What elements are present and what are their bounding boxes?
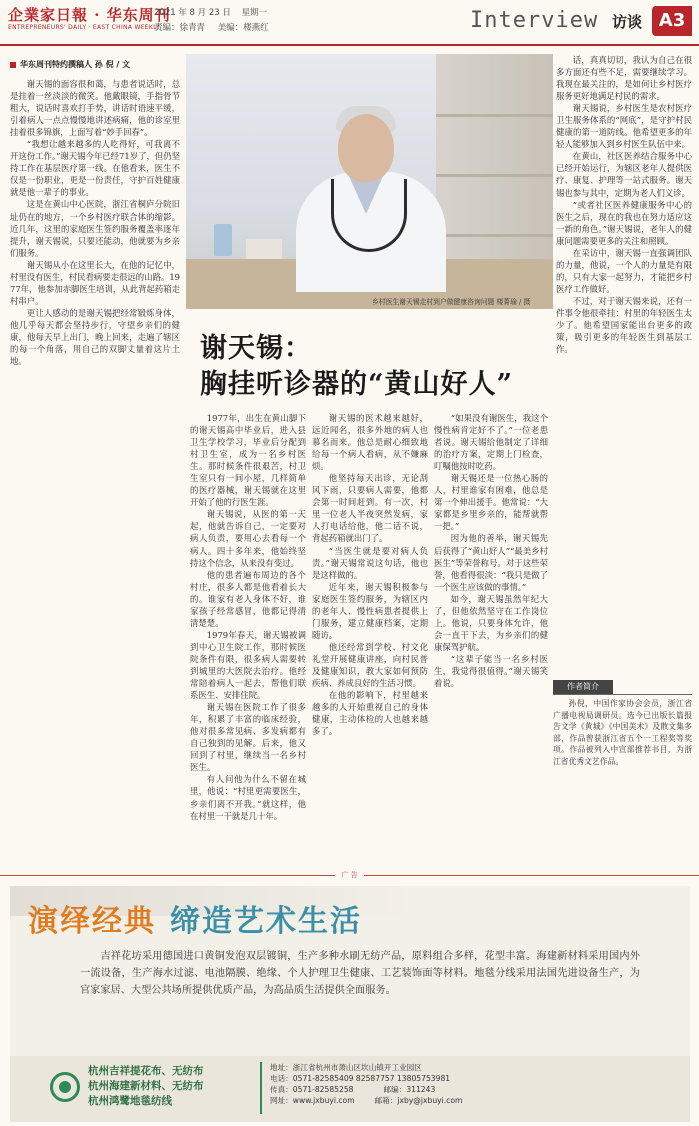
ad-body: 吉祥花坊采用德国进口黄铜发泡双层镀铜，生产多种水刷无纺产品，原料组合多样，花型丰富。海建新材料采用国内外一流设备，生产海水过滤、电池隔膜、绝缘、个人护理卫生健康、工艺装饰面等材料。地毯分线采用法国先进设备生产，为官家家居、大型公共场所提供优质产品，为高品质生活提供全面服务。 — [80, 951, 640, 996]
paragraph: “当医生就是要对病人负责。”谢天锡常说这句话，他也是这样做的。 — [312, 545, 428, 580]
ad-company-3: 杭州鸿鹭地毯纺线 — [88, 1095, 172, 1107]
ad-contact — [270, 1062, 462, 1106]
article-photo — [186, 54, 553, 309]
article-column-2 — [190, 412, 306, 860]
author-box-rule — [553, 694, 692, 695]
paragraph: 更让人感动的是谢天锡把经常锻炼身体，他几乎每天都会坚持步行，守望乡亲们的健康，他每天早上出门，晚上回来，走遍了辖区的每一个角落，用自己的双脚丈量着这片土地。 — [10, 307, 180, 367]
paragraph: “如果没有谢医生，我这个慢性病肯定好不了。”一位老患者说。谢天锡给他制定了详细的治疗方案，定期上门检查，叮嘱他按时吃药。 — [434, 413, 548, 472]
paragraph: 1979年春天，谢天锡被调到中心卫生院工作，那时候医院条件有限，很多病人需要转到城里的大医院去治疗。他经常陪着病人一起去，帮他们联系医生、安排住院。 — [190, 629, 306, 701]
byline — [10, 59, 130, 70]
ad-footer — [10, 1056, 690, 1122]
ad-companies — [88, 1064, 204, 1109]
ad-address: 地址：浙江省杭州市萧山区坎山镇开工业园区 — [270, 1063, 422, 1072]
photo-shelf-line — [436, 114, 553, 117]
paragraph: 他还经常到学校、村文化礼堂开展健康讲座，向村民普及健康知识，教大家如何预防疾病、养成良好的生活习惯。 — [312, 641, 428, 689]
paragraph: 谢天锡说，从医的第一天起，他就告诉自己，一定要对病人负责，要用心去看每一个病人。四十多年来，他始终坚持这个信念，从来没有变过。 — [190, 509, 306, 568]
photo-shelf-line — [436, 174, 553, 177]
paragraph: 不过，对于谢天锡来说，还有一件事令他很牵挂：村里的年轻医生太少了。他希望国家能出台更多的政策，吸引更多的年轻医生到基层工作。 — [556, 295, 692, 355]
ad-telephone: 电话：0571-82585409 82587757 13805753981 — [270, 1074, 451, 1083]
article-column-3 — [312, 412, 428, 860]
photo-cup — [214, 224, 232, 256]
section-title-en: Interview — [470, 8, 599, 33]
company-logo-dot — [59, 1081, 71, 1093]
ad-email[interactable]: 邮箱：jxby@jxbuyi.com — [374, 1096, 463, 1105]
photo-doctor-head — [338, 114, 394, 182]
paragraph: “我想让越来越多的人吃得好，可我离不开这份工作。”谢天锡今年已经71岁了，但仍坚持工作在基层医疗第一线。在他看来，医生不仅是一份职业，更是一份责任，守护百姓健康就是他一辈子的事业。 — [10, 139, 180, 198]
masthead — [0, 0, 699, 46]
photo-box — [246, 239, 282, 259]
paragraph: 他的患者遍布周边的各个村庄，很多人都是他看着长大的。谁家有老人身体不好，谁家孩子经常感冒，他都记得清清楚楚。 — [190, 569, 306, 628]
editor-info — [154, 21, 279, 33]
ad-web — [270, 1095, 462, 1106]
issue-date: 2021 年 8 月 23 日 — [154, 8, 231, 18]
author-box-title: 作者简介 — [553, 680, 613, 694]
paragraph: 在黄山，社区医养结合服务中心已经开始运行，为辖区老年人提供医疗、康复、护理等一站式服务。谢天锡也参与其中，定期为老人们义诊。 — [556, 151, 692, 198]
stethoscope-icon — [331, 179, 407, 252]
author-box-body: 孙倪，中国作家协会会员，浙江省广播电视局调研员。选今已出版长篇报告文学《黄城》《中国美术》及散文集多部，作品曾获浙江省五个一工程奖等奖项。作品被列入中宣部推荐书目，为浙江省优秀文艺作品。 — [553, 699, 692, 766]
ad-label-text: 广 告 — [335, 871, 363, 879]
ad-company-1: 杭州吉祥提花布、无纺布 — [88, 1065, 204, 1077]
ad-box — [10, 886, 690, 1122]
headline-line-1: 谢天锡： — [200, 333, 312, 364]
page-number: A3 — [652, 6, 692, 36]
byline-marker-icon — [10, 62, 16, 68]
paragraph: 在他的影响下，村里越来越多的人开始重视自己的身体健康，主动体检的人也越来越多了。 — [312, 690, 428, 737]
newspaper-logo-sub: ENTREPRENEURS' DAILY · EAST CHINA WEEKLY — [8, 24, 160, 31]
paragraph: 如今，谢天锡虽然年纪大了，但他依然坚守在工作岗位上。他说，只要身体允许，他会一直干下去，为乡亲们的健康保驾护航。 — [434, 593, 548, 652]
ad-label — [0, 870, 699, 880]
paragraph: 这是在黄山中心医院，浙江省桐庐分院旧址仍在的地方，一个乡村医疗联合体的缩影。近几年，这里的家庭医生签约服务覆盖率逐年提升，谢天锡说，只要还能动，他就要为乡亲们服务。 — [10, 199, 180, 258]
paragraph: 话，真真切切，我认为自己在很多方面还有些不足，需要继续学习。我现在最关注的，是如何让乡村医疗服务更好地满足村民的需求。 — [556, 55, 692, 102]
ad-fax-text: 传真：0571-82585258 — [270, 1085, 354, 1094]
paragraph: 谢天锡的面容很和蔼，与患者说话时，总是挂着一丝淡淡的微笑。他戴眼镜，手指骨节粗大，说话时喜欢打手势，讲话时语速平缓，引着病人一点点慢慢地讲述病痛，他的诊室里挂着很多锦旗，上面写着“妙手回春”。 — [10, 79, 180, 138]
photo-caption: 乡村医生谢天锡走村到户做健康咨询问题 楼菁瑜 / 摄 — [372, 298, 531, 306]
photo-shelf-line — [436, 234, 553, 237]
advertisement — [0, 870, 699, 1126]
paragraph: 谢天锡说，乡村医生是农村医疗卫生服务体系的“网底”，是守护村民健康的第一道防线。他希望更多的年轻人能够加入到乡村医生队伍中来。 — [556, 103, 692, 150]
ad-title-part-2: 缔造艺术生活 — [170, 904, 362, 939]
byline-text: 华东周刊特约撰稿人 孙 倪 / 文 — [20, 60, 131, 69]
ad-fax — [270, 1084, 462, 1095]
company-logo-icon — [50, 1072, 80, 1102]
paragraph: 1977年，出生在黄山脚下的谢天锡高中毕业后，进入县卫生学校学习，毕业后分配到村卫生室，成为一名乡村医生。那时候条件很艰苦，村卫生室只有一间小屋，几样简单的医疗器械，谢天锡就在这里开始了他的行医生涯。 — [190, 413, 306, 508]
paragraph: 有人问他为什么不留在城里，他说：“村里更需要医生，乡亲们离不开我。”就这样，他在村里一干就是几十年。 — [190, 774, 306, 821]
ad-postcode: 邮编：311243 — [383, 1085, 436, 1094]
headline-line-2: 胸挂听诊器的“黄山好人” — [200, 369, 514, 400]
paragraph: 他坚持每天出诊，无论刮风下雨，只要病人需要，他都会第一时间赶到。有一次，村里一位老人半夜突然发病，家人打电话给他，他二话不说，背起药箱就出门了。 — [312, 473, 428, 544]
editor-name: 责编：徐青青 — [154, 23, 206, 33]
ad-website[interactable]: 网址：www.jxbuyi.com — [270, 1096, 355, 1105]
designer-name: 美编：楼燕红 — [217, 23, 269, 33]
paragraph: 谢天锡还是一位热心肠的人，村里谁家有困难，他总是第一个伸出援手。他常说：“大家都是乡里乡亲的，能帮就帮一把。” — [434, 473, 548, 532]
paragraph: 谢天锡的医术越来越好，远近闻名，很多外地的病人也慕名而来。他总是耐心细致地给每一个病人看病，从不嫌麻烦。 — [312, 413, 428, 472]
newspaper-logo: 企業家日報 · 华东周刊 — [8, 6, 171, 24]
paragraph: 谢天锡在医院工作了很多年，积累了丰富的临床经验，他对很多常见病、多发病都有自己独到的见解。后来，他又回到了村里，继续当一名乡村医生。 — [190, 702, 306, 773]
paragraph: “或者社区医养健康服务中心的医生之后，现在的我也在努力适应这一新的角色。”谢天锡说，老年人的健康问题需要更多的关注和照顾。 — [556, 199, 692, 246]
article-headline — [186, 322, 553, 402]
issue-weekday: 星期一 — [241, 8, 268, 18]
paragraph: 因为他的善举，谢天锡先后获得了“黄山好人”“最美乡村医生”等荣誉称号。对于这些荣誉，他看得很淡：“我只是做了一个医生应该做的事情。” — [434, 533, 548, 592]
ad-title — [28, 896, 362, 940]
ad-title-part-1: 演绎经典 — [28, 904, 156, 939]
ad-divider — [260, 1062, 262, 1114]
ad-company-2: 杭州海建新材料、无纺布 — [88, 1080, 204, 1092]
paragraph: 谢天锡从小在这里长大，在他的记忆中，村里没有医生，村民看病要走很远的山路。1977年，他参加赤脚医生培训，从此背起药箱走村串户。 — [10, 259, 180, 306]
article-column-4 — [434, 412, 548, 860]
paragraph: 在采访中，谢天锡一直强调团队的力量，他说，一个人的力量是有限的，只有大家一起努力，才能把乡村医疗工作做好。 — [556, 247, 692, 294]
author-box — [553, 680, 692, 832]
section-title-cn: 访谈 — [612, 13, 643, 31]
paragraph: 近年来，谢天锡积极参与家庭医生签约服务，为辖区内的老年人、慢性病患者提供上门服务，建立健康档案，定期随访。 — [312, 581, 428, 640]
paragraph: “这辈子能当一名乡村医生，我觉得很值得。”谢天锡笑着说。 — [434, 653, 548, 689]
issue-info — [154, 6, 275, 18]
